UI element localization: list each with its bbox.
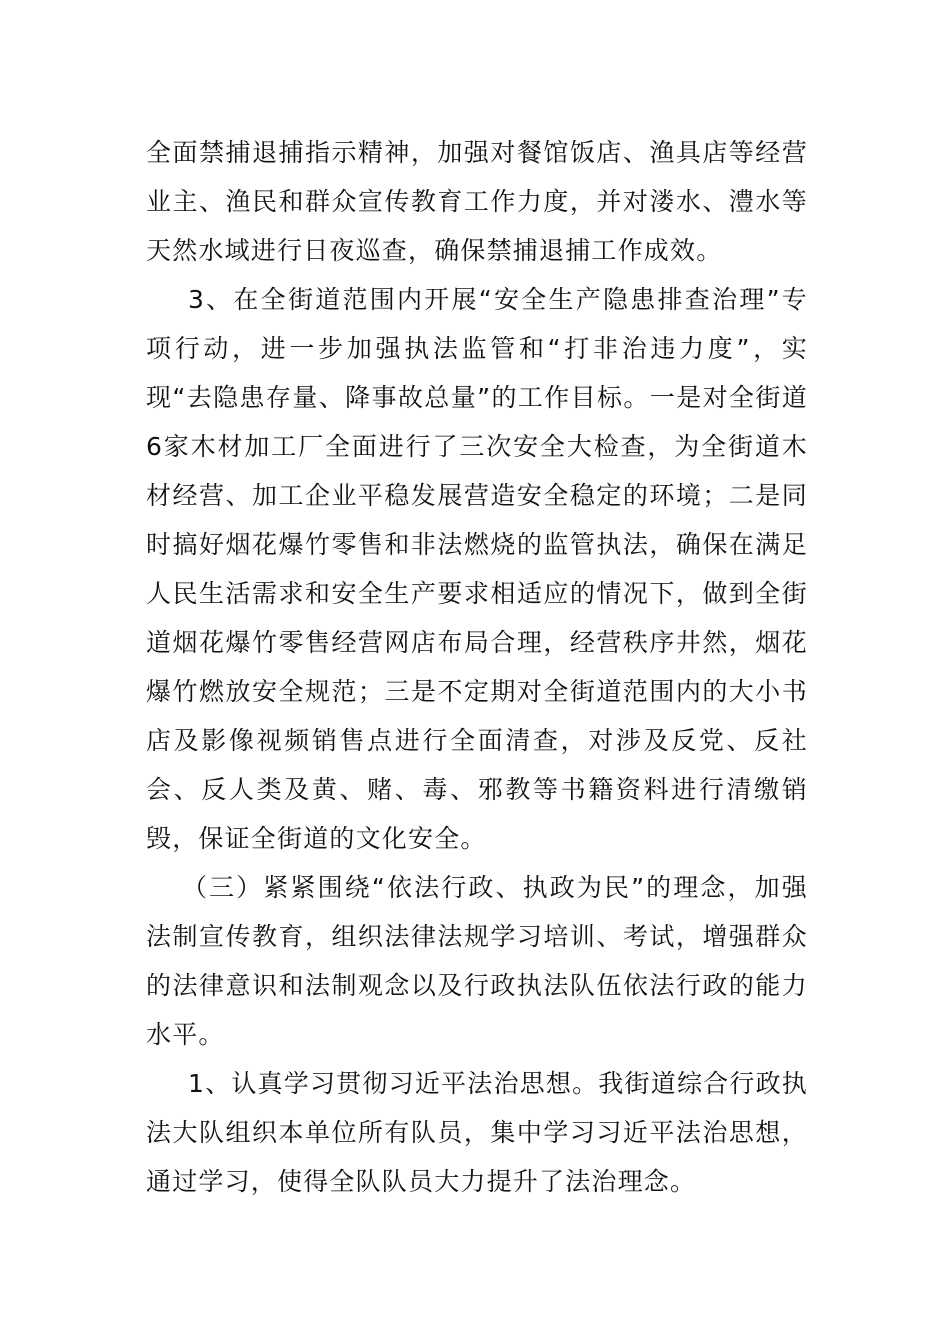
paragraph-continuation: 全面禁捕退捕指示精神，加强对餐馆饭店、渔具店等经营业主、渔民和群众宣传教育工作力度，并对溇水、澧水等天然水域进行日夜巡查，确保禁捕退捕工作成效。 [146,138,808,265]
paragraph-item-1: 1、认真学习贯彻习近平法治思想。我街道综合行政执法大队组织本单位所有队员，集中学习习近平法治思想，通过学习，使得全队队员大力提升了法治理念。 [146,1069,808,1196]
paragraph-item-3: 3、在全街道范围内开展“安全生产隐患排查治理”专项行动，进一步加强执法监管和“打非治违力度”，实现“去隐患存量、降事故总量”的工作目标。一是对全街道6家木材加工厂全面进行了三次安全大检查，为全街道木材经营、加工企业平稳发展营造安全稳定的环境；二是同时搞好烟花爆竹零售和非法燃烧的监管执法，确保在满足人民生活需求和安全生产要求相适应的情况下，做到全街道烟花爆竹零售经营网店布局合理，经营秩序井然，烟花爆竹燃放安全规范；三是不定期对全街道范围内的大小书店及影像视频销售点进行全面清查，对涉及反党、反社会、反人类及黄、赌、毒、邪教等书籍资料进行清缴销毁，保证全街道的文化安全。 [146,285,808,853]
document-body [146,128,808,1206]
paragraph-section-3: （三）紧紧围绕“依法行政、执政为民”的理念，加强法制宣传教育，组织法律法规学习培训、考试，增强群众的法律意识和法制观念以及行政执法队伍依法行政的能力水平。 [146,873,808,1049]
